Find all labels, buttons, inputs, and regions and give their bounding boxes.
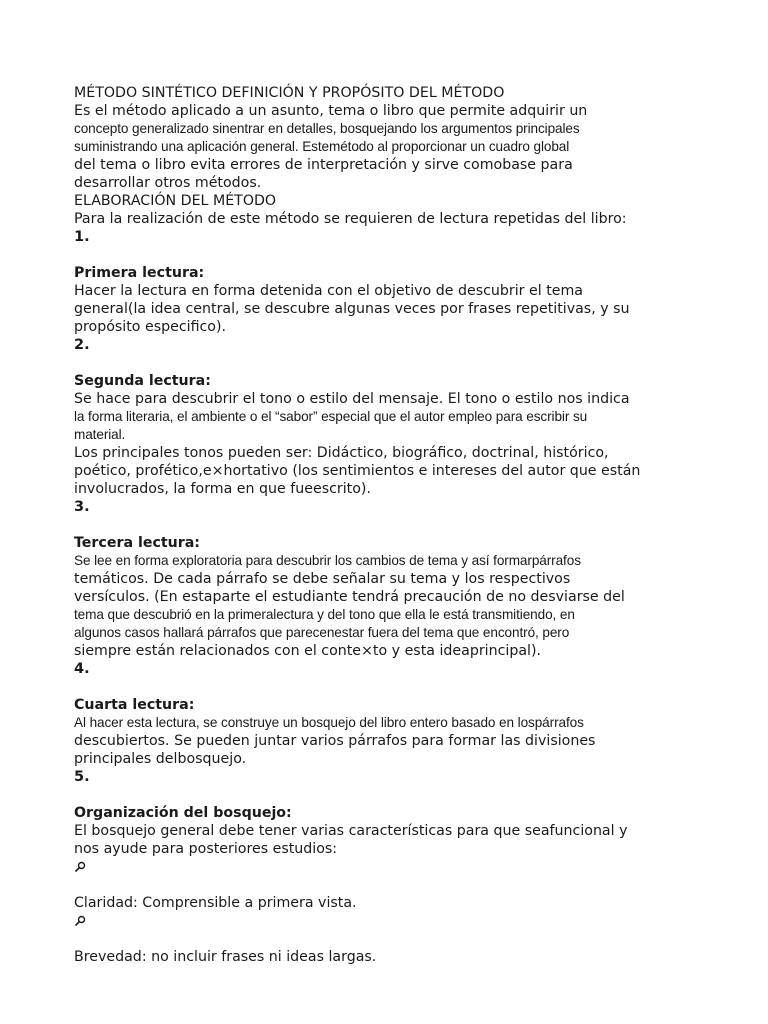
section-number: 3. <box>74 499 90 515</box>
section-line: nos ayude para posteriores estudios: <box>74 841 338 857</box>
spacer <box>74 930 694 948</box>
spacer <box>74 678 694 696</box>
bullet-marker <box>74 912 694 930</box>
section-line: Hacer la lectura en forma detenida con el objetivo de descubrir el tema <box>74 283 584 299</box>
section-line: involucrados, la forma en que fueescrito). <box>74 481 371 497</box>
elaboracion-text: Para la realización de este método se requieren de lectura repetidas del libro: <box>74 211 627 227</box>
section-heading: Cuarta lectura: <box>74 697 195 713</box>
spacer <box>74 354 694 372</box>
section-number: 4. <box>74 661 90 677</box>
section-number: 5. <box>74 769 90 785</box>
section-line: la forma literaria, el ambiente o el “sabor” especial que el autor empleo para escribir su <box>74 409 588 424</box>
section-heading: Organización del bosquejo: <box>74 805 292 821</box>
magnifier-icon <box>74 861 86 873</box>
section-line: siempre están relacionados con el conte×to y esta ideaprincipal). <box>74 643 542 659</box>
section-line: descubiertos. Se pueden juntar varios párrafos para formar las divisiones <box>74 733 596 749</box>
section-line: temáticos. De cada párrafo se debe señalar su tema y los respectivos <box>74 571 571 587</box>
section-number: 1. <box>74 229 90 245</box>
magnifier-icon <box>74 915 86 927</box>
section-line: propósito especifico). <box>74 319 227 335</box>
intro-line: desarrollar otros métodos. <box>74 175 262 191</box>
section-number: 2. <box>74 337 90 353</box>
section-line: poético, profético,e×hortativo (los sentimientos e intereses del autor que están <box>74 463 641 479</box>
section-line: Al hacer esta lectura, se construye un bosquejo del libro entero basado en lospárrafos <box>74 715 584 730</box>
elaboracion-heading: ELABORACIÓN DEL MÉTODO <box>74 193 277 209</box>
section-heading: Segunda lectura: <box>74 373 211 389</box>
intro-line: concepto generalizado sinentrar en detalles, bosquejando los argumentos principales <box>74 121 580 136</box>
bullet-marker <box>74 858 694 876</box>
section-line: principales delbosquejo. <box>74 751 247 767</box>
section-heading: Tercera lectura: <box>74 535 200 551</box>
bullet-text: Brevedad: no incluir frases ni ideas largas. <box>74 949 377 965</box>
section-heading: Primera lectura: <box>74 265 205 281</box>
intro-line: Es el método aplicado a un asunto, tema o libro que permite adquirir un <box>74 103 588 119</box>
section-line: tema que descubrió en la primeralectura y del tono que ella le está transmitiendo, en <box>74 607 575 622</box>
section-line: Se lee en forma exploratoria para descubrir los cambios de tema y así formarpárrafos <box>74 553 581 568</box>
spacer <box>74 876 694 894</box>
section-line: material. <box>74 427 126 442</box>
spacer <box>74 246 694 264</box>
section-line: general(la idea central, se descubre algunas veces por frases repetitivas, y su <box>74 301 630 317</box>
spacer <box>74 786 694 804</box>
section-line: Los principales tonos pueden ser: Didáctico, biográfico, doctrinal, histórico, <box>74 445 609 461</box>
page-title: MÉTODO SINTÉTICO DEFINICIÓN Y PROPÓSITO DEL MÉTODO <box>74 85 505 101</box>
section-line: Se hace para descubrir el tono o estilo del mensaje. El tono o estilo nos indica <box>74 391 630 407</box>
intro-line: del tema o libro evita errores de interpretación y sirve comobase para <box>74 157 573 173</box>
bullet-text: Claridad: Comprensible a primera vista. <box>74 895 357 911</box>
section-line: versículos. (En estaparte el estudiante tendrá precaución de no desviarse del <box>74 589 625 605</box>
spacer <box>74 516 694 534</box>
document-page <box>74 84 694 966</box>
section-line: algunos casos hallará párrafos que parecenestar fuera del tema que encontró, pero <box>74 625 570 640</box>
section-line: El bosquejo general debe tener varias características para que seafuncional y <box>74 823 628 839</box>
intro-line: suministrando una aplicación general. Estemétodo al proporcionar un cuadro global <box>74 139 570 154</box>
